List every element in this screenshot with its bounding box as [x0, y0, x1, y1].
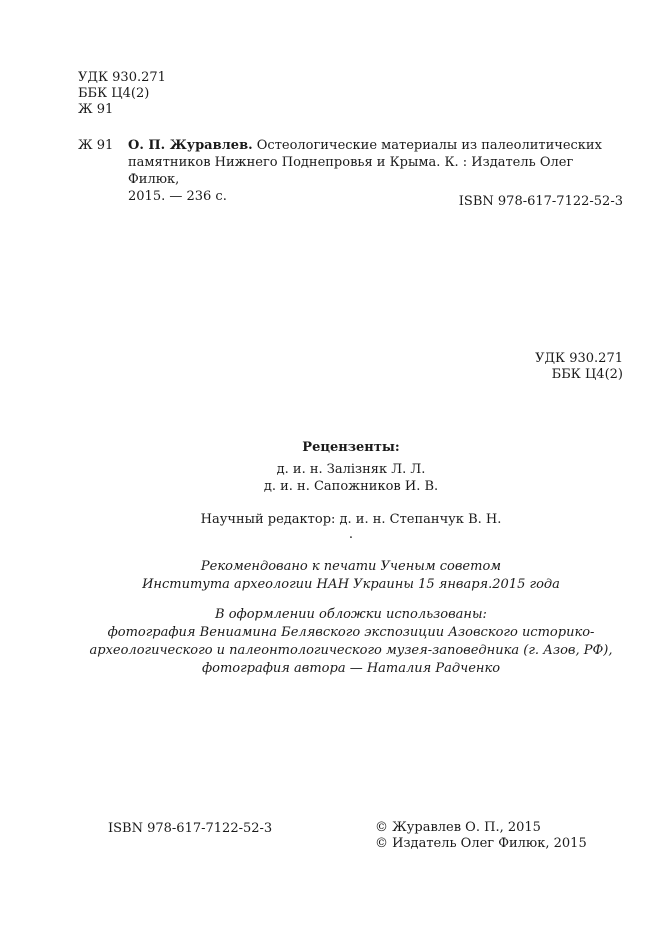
footer-isbn: ISBN 978-617-7122-52-3 [108, 821, 273, 836]
cover-line-4: фотография автора — Наталия Радченко [201, 661, 501, 676]
udk-code-right: УДК 930.271 [535, 351, 623, 366]
entry-isbn: ISBN 978-617-7122-52-3 [458, 194, 623, 209]
copyright-author: © Журавлев О. П., 2015 [375, 820, 541, 835]
cover-credits [0, 606, 669, 678]
title-line-1: Остеологические материалы из палеолитических [252, 138, 602, 153]
cover-line-1: В оформлении обложки использованы: [215, 607, 487, 622]
recommendation-line-2: Института археологии НАН Украины 15 января.2015 года [142, 577, 560, 592]
copyright-publisher: © Издатель Олег Филюк, 2015 [375, 836, 587, 851]
reviewer-1: д. и. н. Залізняк Л. Л. [276, 462, 426, 477]
scientific-editor: Научный редактор: д. и. н. Степанчук В. Н. [200, 512, 502, 527]
title-line-3: 2015. — 236 с. [128, 189, 227, 204]
bbk-code: ББК Ц4(2) [78, 86, 150, 101]
reviewers-heading: Рецензенты: [302, 440, 400, 455]
title-line-2: памятников Нижнего Поднепровья и Крыма. К. : Издатель Олег Филюк, [128, 155, 574, 187]
bbk-code-right: ББК Ц4(2) [551, 367, 623, 382]
stray-dot: . [348, 527, 354, 542]
recommendation-note [0, 558, 669, 594]
author-name: О. П. Журавлев. [128, 138, 253, 153]
entry-author-sign: Ж 91 [78, 138, 114, 153]
right-classification-codes [535, 351, 623, 383]
copyright-block [375, 820, 587, 852]
cover-line-2: фотография Вениамина Белявского экспозиции Азовского историко- [107, 625, 595, 640]
reviewer-2: д. и. н. Сапожников И. В. [263, 479, 439, 494]
udk-code: УДК 930.271 [78, 70, 166, 85]
recommendation-line-1: Рекомендовано к печати Ученым советом [200, 559, 502, 574]
classification-codes [78, 70, 166, 118]
author-sign: Ж 91 [78, 102, 114, 117]
cover-line-3: археологического и палеонтологического музея-заповедника (г. Азов, РФ), [89, 643, 613, 658]
